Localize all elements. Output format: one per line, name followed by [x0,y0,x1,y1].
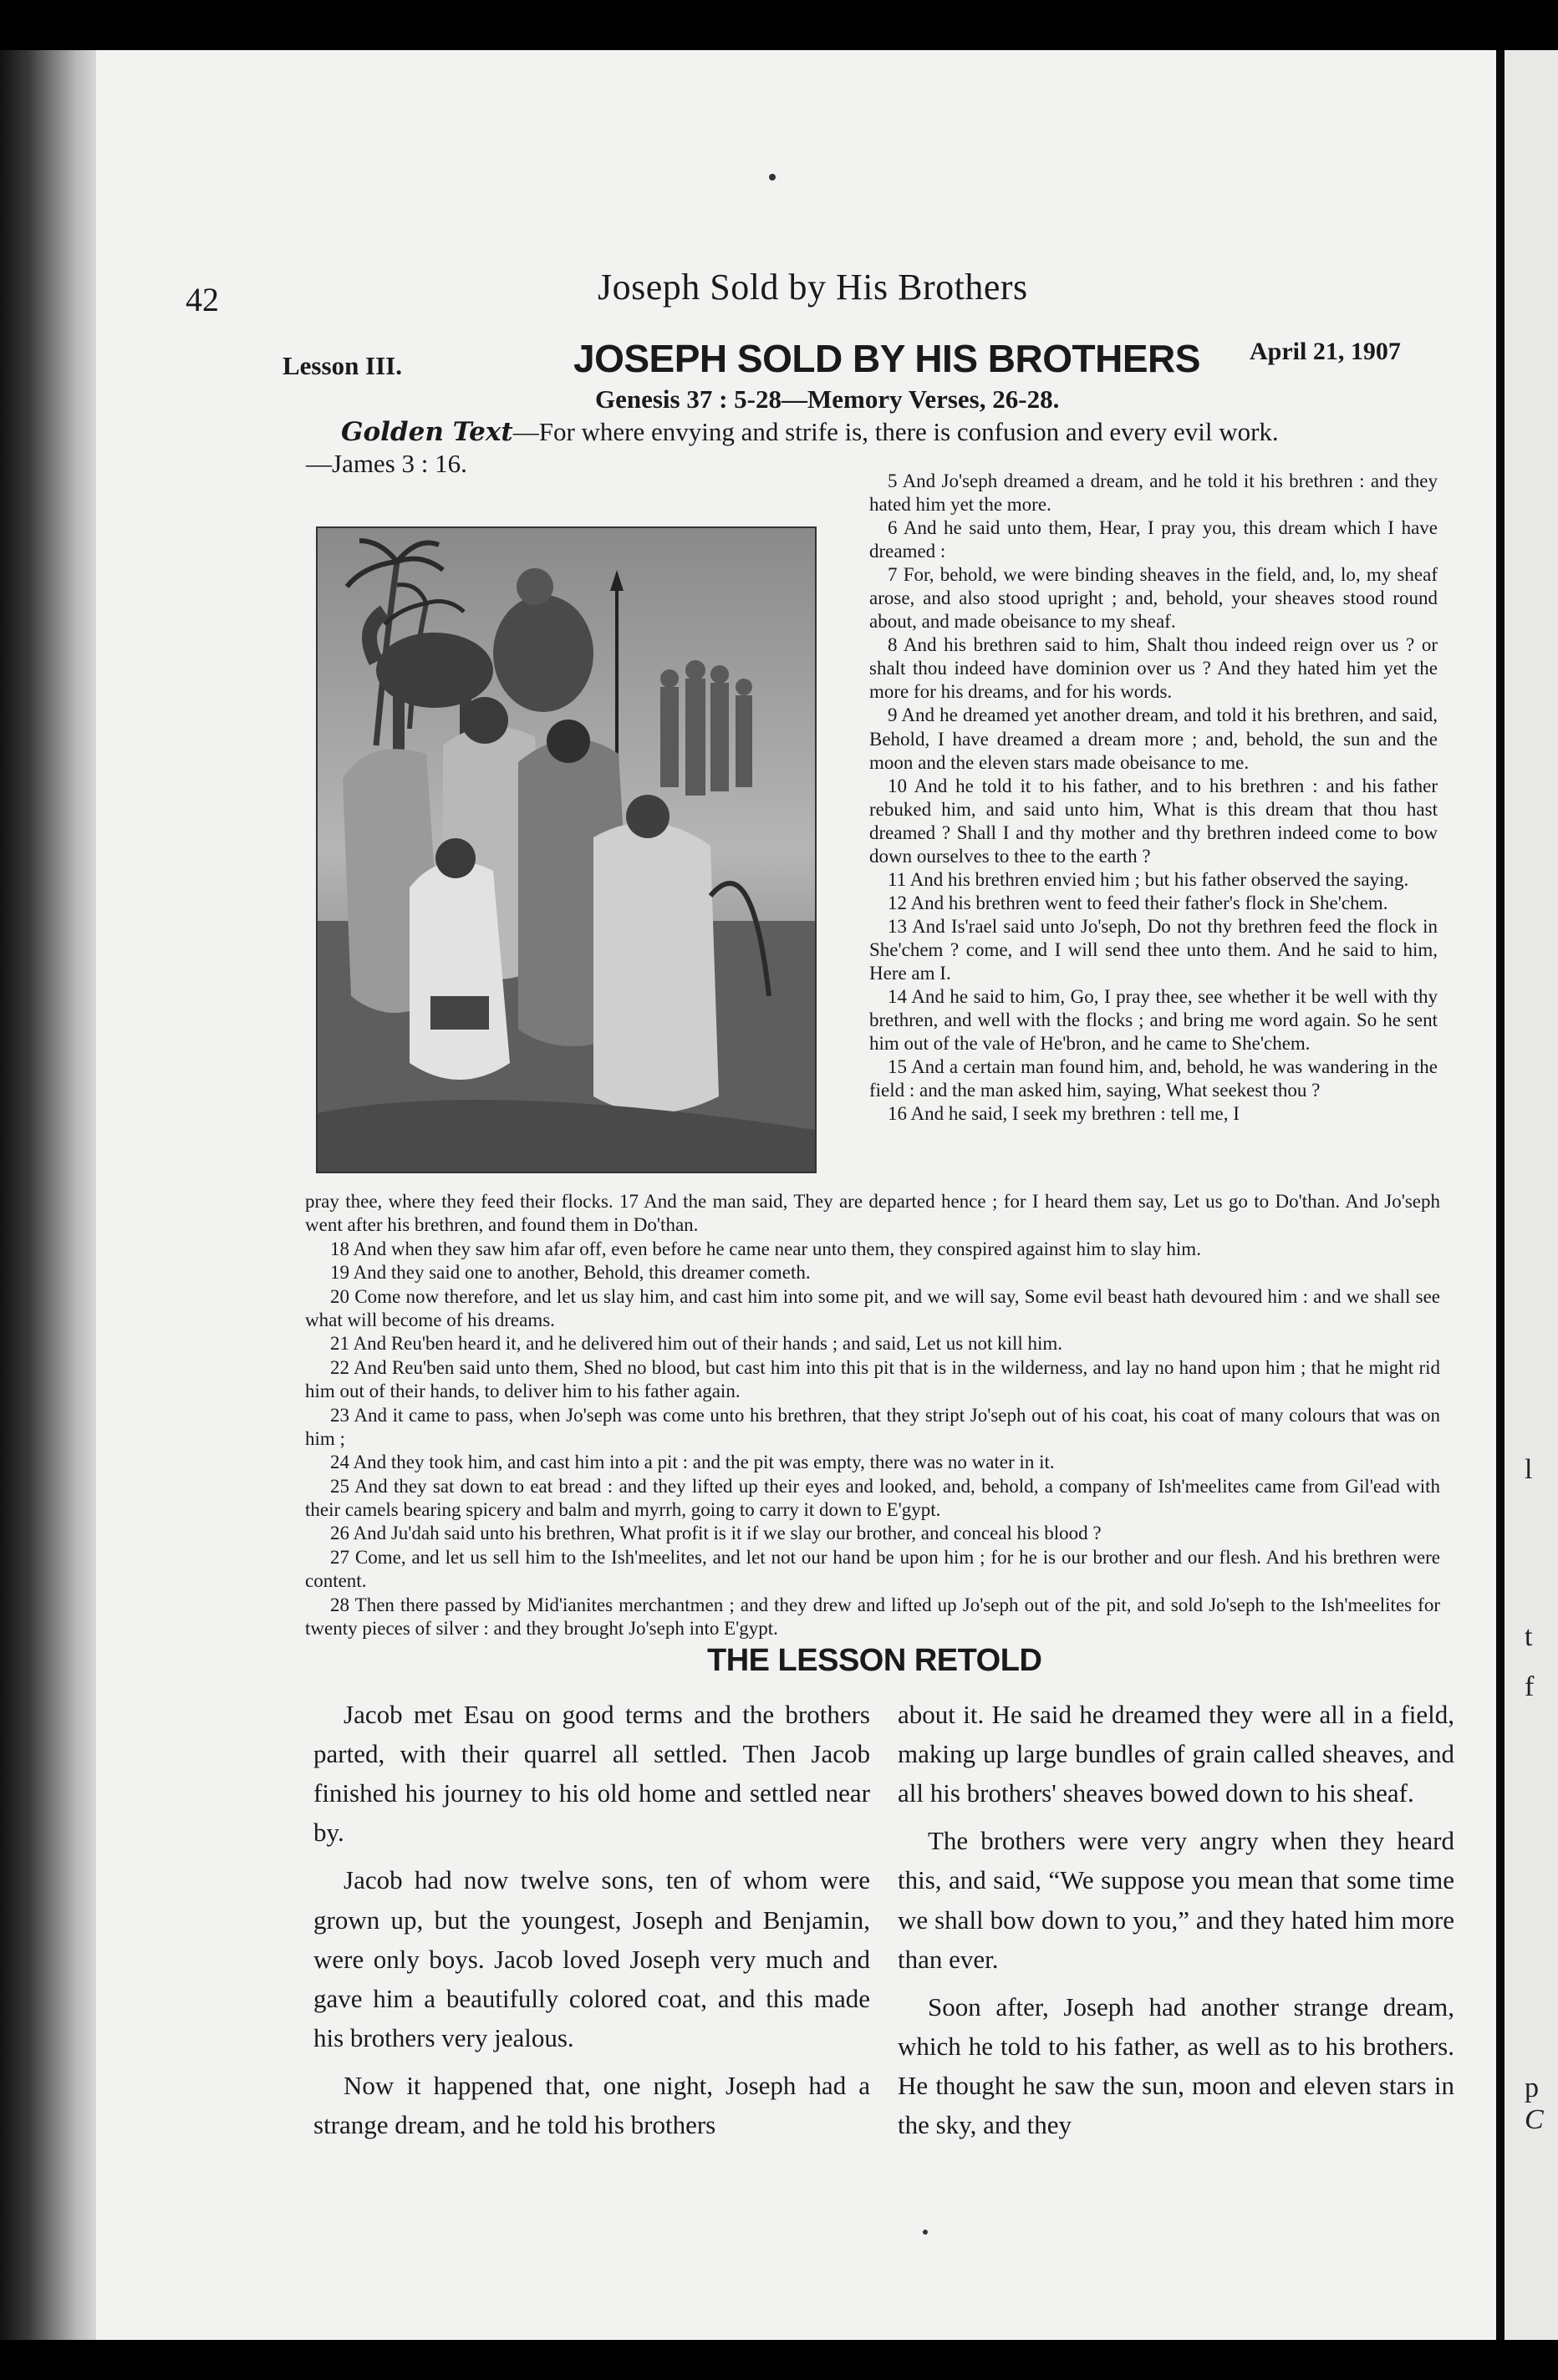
paragraph: The brothers were very angry when they heard this, and said, “We suppose you mean that some time we shall bow down to you,” and they hated him more than ever. [898,1826,1454,1974]
verse: 27 Come, and let us sell him to the Ish'meelites, and let not our hand be upon him ; for he is our brother and our flesh. And his brethren were content. [305,1546,1440,1592]
golden-text-label: Golden Text [341,417,513,447]
verse: 25 And they sat down to eat bread : and they lifted up their eyes and looked, and, behold, a company of Ish'meelites came from Gil'ead with their camels bearing spicery and balm and myrrh, going to carry it down to E'gypt. [305,1475,1440,1521]
verse: 5 And Jo'seph dreamed a dream, and he told it his brethren : and they hated him yet the more. [869,470,1438,516]
page-number: 42 [186,281,219,318]
paragraph: Jacob had now twelve sons, ten of whom were grown up, but the youngest, Joseph and Benjamin, were only boys. Jacob loved Joseph very much and gave him a beautifully colored coat, and this made his brothers very jealous. [313,1865,870,2052]
golden-text-reference: —James 3 : 16. [306,449,467,479]
verse: 22 And Reu'ben said unto them, Shed no blood, but cast him into this pit that is in the wilderness, and lay no hand upon him ; that he might rid him out of their hands, to deliver him to his father again. [305,1356,1440,1402]
verse: 21 And Reu'ben heard it, and he delivered him out of their hands ; and said, Let us not kill him. [330,1333,1063,1355]
paragraph: Soon after, Joseph had another strange dream, which he told to his father, as well as to his brothers. He thought he saw the sun, moon and eleven stars in the sky, and they [898,1991,1454,2140]
lesson-title: JOSEPH SOLD BY HIS BROTHERS [573,337,1200,380]
verse: 23 And it came to pass, when Jo'seph was come unto his brethren, that they stript Jo'seph out of his coat, his coat of many colours that was on him ; [305,1404,1440,1449]
section-heading-lesson-retold: THE LESSON RETOLD [707,1643,1042,1678]
scripture-verses-full-width [305,1190,1440,1640]
verse: 6 And he said unto them, Hear, I pray you, this dream which I have dreamed : [869,517,1438,562]
verse: 19 And they said one to another, Behold, this dreamer cometh. [330,1262,811,1284]
retold-column-left [313,1695,870,2153]
print-speck [923,2230,928,2235]
edge-glyph: p [1525,2072,1539,2103]
facing-page-edge [1505,50,1558,2340]
verse: 7 For, behold, we were binding sheaves in the field, and, lo, my sheaf arose, and also stood upright ; and, behold, your sheaves stood round about, and made obeisance to my sheaf. [869,564,1438,633]
verse: 24 And they took him, and cast him into a pit : and the pit was empty, there was no water in it. [330,1452,1055,1473]
paragraph: about it. He said he dreamed they were all in a field, making up large bundles of grain called sheaves, and all his brothers' sheaves bowed down to his sheaf. [898,1700,1454,1808]
verse: pray thee, where they feed their flocks. 17 And the man said, They are departed hence ; for I heard them say, Let us go to Do'than. And Jo'seph went after his brethren, and found them in Do'than. [305,1191,1440,1236]
edge-glyph: C [1525,2104,1544,2135]
illustration-joseph-and-brothers [316,526,817,1173]
book-spine [0,50,96,2340]
paragraph: Jacob met Esau on good terms and the brothers parted, with their quarrel all settled. Then Jacob finished his journey to his old home and settled near by. [313,1700,870,1848]
verse: 8 And his brethren said to him, Shalt thou indeed reign over us ? or shalt thou indeed have dominion over us ? And they hated him yet the more for his dreams, and for his words. [869,634,1438,703]
retold-column-right [898,1695,1454,2153]
verse: 13 And Is'rael said unto Jo'seph, Do not thy brethren feed the flock in She'chem ? come, and I will send thee unto them. And he said to him, Here am I. [869,915,1438,984]
verse: 28 Then there passed by Mid'ianites merchantmen ; and they drew and lifted up Jo'seph out of the pit, and sold Jo'seph to the Ish'meelites for twenty pieces of silver : and they brought Jo'seph into E'gypt. [305,1594,1440,1640]
verse: 20 Come now therefore, and let us slay him, and cast him into some pit, and we will say, Some evil beast hath devoured him : and we shall see what will become of his dreams. [305,1285,1440,1330]
edge-glyph: t [1525,1621,1533,1652]
verse: 10 And he told it to his father, and to his brethren : and his father rebuked him, and said unto him, What is this dream that thou hast dreamed ? Shall I and thy mother and thy brethren indeed come to bow down ourselves to thee to the earth ? [869,775,1438,867]
edge-glyph: f [1525,1671,1535,1702]
lesson-date: April 21, 1907 [1250,338,1401,365]
print-speck [769,174,776,181]
verse: 11 And his brethren envied him ; but his father observed the saying. [888,868,1409,890]
verse: 12 And his brethren went to feed their father's flock in She'chem. [888,892,1388,913]
scripture-verses-column [869,470,1438,1126]
paragraph: Now it happened that, one night, Joseph had a strange dream, and he told his brothers [313,2070,870,2140]
golden-text-body: —For where envying and strife is, there is confusion and every evil work. [512,417,1279,446]
verse: 26 And Ju'dah said unto his brethren, What profit is it if we slay our brother, and conceal his blood ? [330,1523,1102,1544]
verse: 16 And he said, I seek my brethren : tell me, I [888,1103,1240,1125]
verse: 18 And when they saw him afar off, even before he came near unto them, they conspired against him to slay him. [330,1238,1201,1259]
verse: 9 And he dreamed yet another dream, and told it his brethren, and said, Behold, I have dreamed a dream more ; and, behold, the sun and the moon and the eleven stars made obeisance to me. [869,704,1438,773]
scripture-reference: Genesis 37 : 5-28—Memory Verses, 26-28. [595,384,1060,414]
edge-glyph: l [1525,1454,1533,1485]
running-title: Joseph Sold by His Brothers [598,267,1028,308]
verse: 14 And he said to him, Go, I pray thee, see whether it be well with thy brethren, and well with the flocks ; and bring me word again. So he sent him out of the vale of He'bron, and he came to She'chem. [869,986,1438,1055]
lesson-number: Lesson III. [283,351,402,380]
illustration-art [318,528,815,1172]
verse: 15 And a certain man found him, and, behold, he was wandering in the field : and the man asked him, saying, What seekest thou ? [869,1056,1438,1101]
